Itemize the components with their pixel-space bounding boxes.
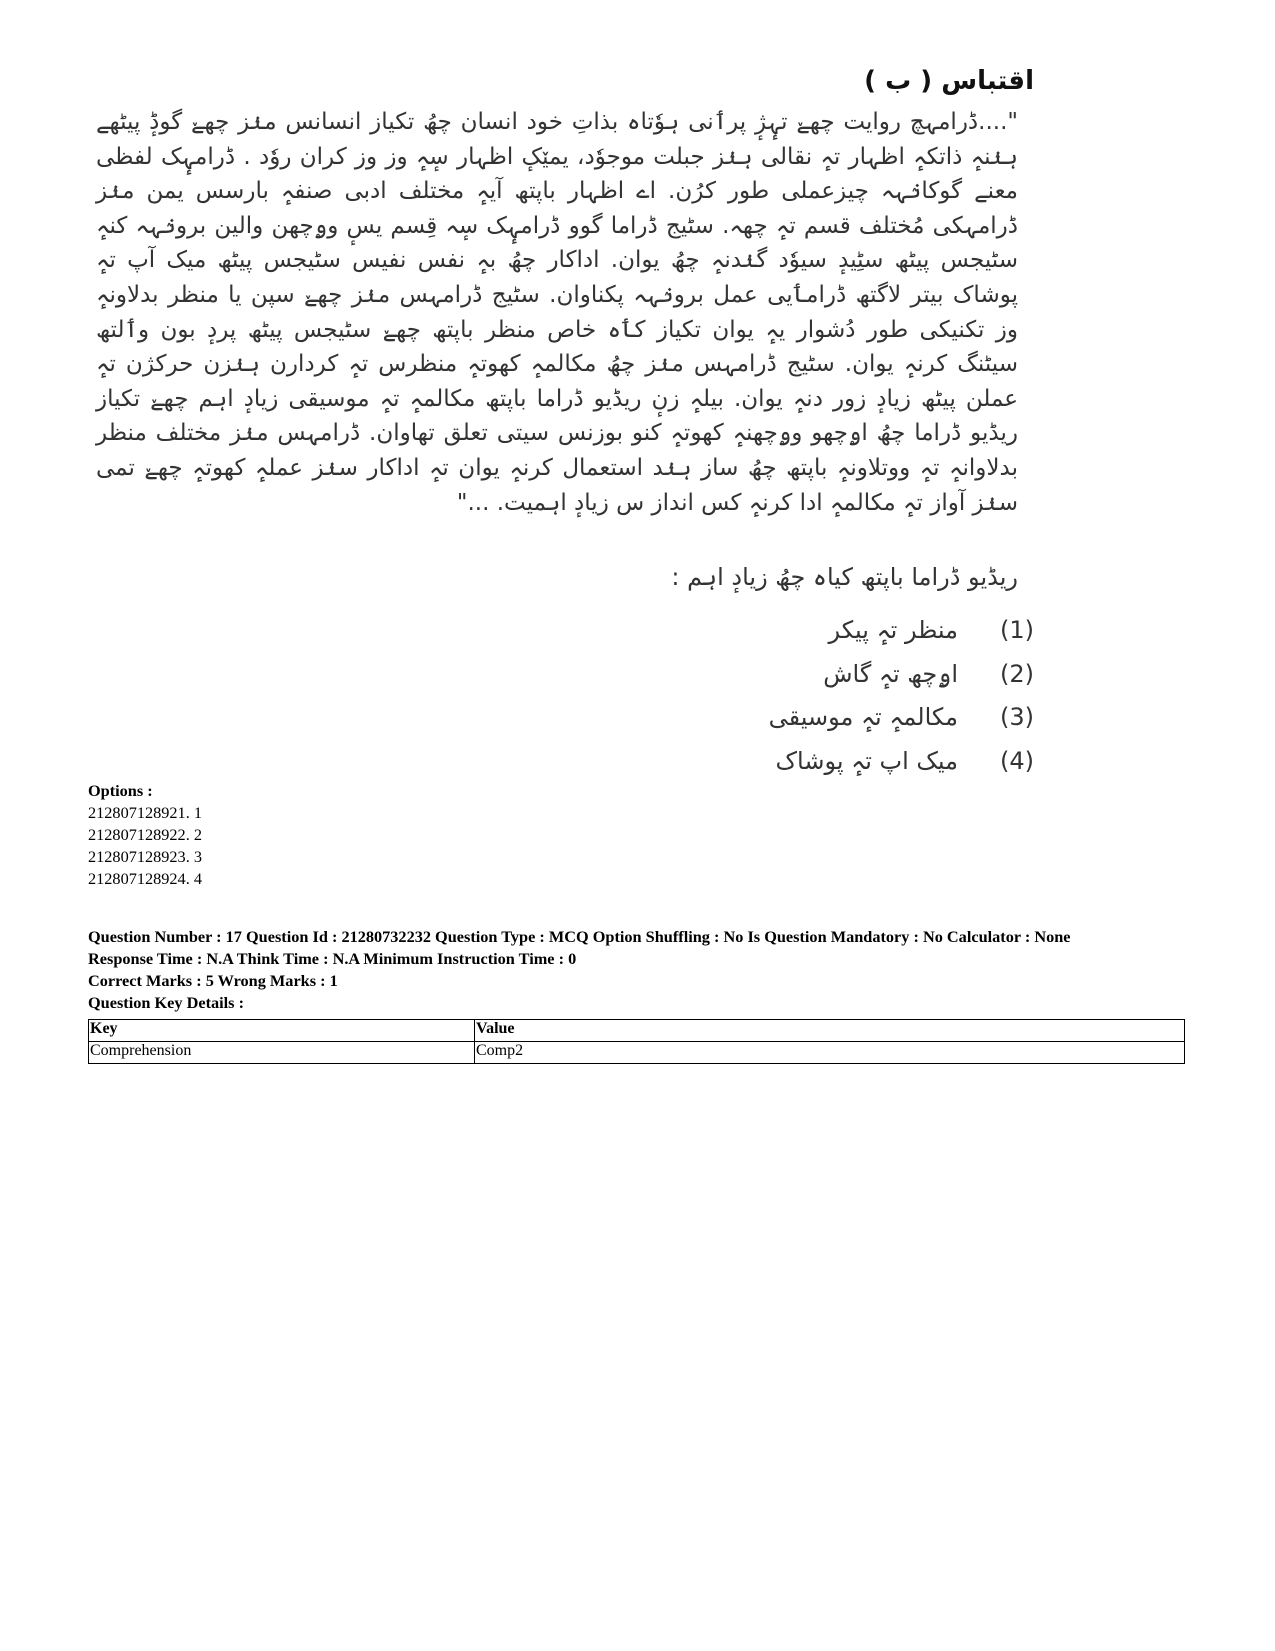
answer-text: مکالمہٕ تہٕ موسیقی — [768, 703, 958, 732]
answer-option-2 — [614, 652, 1034, 696]
table-cell: Comprehension — [89, 1042, 475, 1064]
answer-text: میک اپ تہٕ پوشاک — [775, 746, 958, 775]
answer-text: منظر تہٕ پیکر — [828, 615, 958, 644]
question-stem: ریڈیو ڈراما باپتھ کیاہ چھُ زیادٕ اہم : — [671, 563, 1018, 591]
answer-option-3 — [614, 695, 1034, 739]
option-item: 212807128922. 2 — [88, 825, 202, 844]
answer-option-1 — [614, 608, 1034, 652]
answer-number: (2) — [1000, 659, 1034, 688]
marks-line: Correct Marks : 5 Wrong Marks : 1 — [88, 971, 338, 990]
key-details-title: Question Key Details : — [88, 993, 245, 1012]
options-title: Options : — [88, 781, 153, 800]
question-info-line: Question Number : 17 Question Id : 21280732232 Question Type : MCQ Option Shuffling : No Is Question Mandatory : No Calculator : None — [88, 927, 1071, 946]
option-item: 212807128921. 1 — [88, 803, 202, 822]
question-info-line: Response Time : N.A Think Time : N.A Minimum Instruction Time : 0 — [88, 949, 577, 968]
answer-number: (1) — [1000, 615, 1034, 644]
options-block — [88, 780, 202, 890]
answer-number: (4) — [1000, 746, 1034, 775]
table-header-cell: Value — [475, 1020, 1185, 1042]
passage-body: "....ڈرامہچ روایت چھےٚ تہٕژٕ پرٲنی ہوٗتاہ بذاتِ خود انسان چھُ تکیاز انسانس منٛز چھےٚ گوڈٕ پیٹھے ہنٛنہٕ ذاتکہٕ اظہار تہٕ نقالی ہنٛز جبلت موجوٗد، یمێکٕ اظہار سٕہٕ وز وز کران روٗد . ڈرامہٕک لفظی معنے گوکانٛہہ چیزعملی طور کرُن. اے اظہار باپتھ آیہٕ مختلف ادبی صنفہٕ بارسس یمن منٛز ڈرامہکی مُختلف قسم تہٕ چھہ. سٹیج ڈراما گوو ڈرامہٕک سٕہ قِسم یسٕ وۄچھن والین برونٛہہ کنہٕ سٹیجس پیٹھ سٹِیدٕ سیوٗد گنٛدنہٕ چھُ یوان. اداکار چھُ بہٕ نفس نفیس سٹیجس پیٹھ میک آپ تہٕ پوشاک بیتر لاگتھ ڈرامٲیی عمل برونٛہہ پکناوان. سٹیج ڈرامہس منٛز چھےٚ سپن یا منظر بدلاونہٕ وز تکنیکی طور دُشوار یہٕ یوان تکیاز کٲہ خاص منظر باپتھ چھےٚ سٹیجس پیٹھ پردٕ بون وٲلتھ سیٹنگ کرنہٕ یوان. سٹیج ڈرامہس منٛز چھُ مکالمہٕ کھوتہٕ منظرس تہٕ کردارن ہنٛزن حرکژن تہٕ عملن پیٹھ زیادٕ زور دنہٕ یوان. بیلہٕ زنٕ ریڈیو ڈراما باپتھ مکالمہٕ تہٕ موسیقی زیادٕ اہم چھےٚ تکیاز ریڈیو ڈراما چھُ اۄچھو وۄچھنہٕ کھوتہٕ کنو بوزنس سیتی تعلق تھاوان. ڈرامہس منٛز مختلف منظر بدلاوانہٕ تہٕ ووتلاونہٕ باپتھ چھُ ساز ہنٛد استعمال کرنہٕ یوان تہٕ اداکار سنٛز عملہٕ کھوتہٕ چھےٚ تمی سنٛز آواز تہٕ مکالمہٕ ادا کرنہٕ کس انداز س زیادٕ اہمیت. ..." — [96, 109, 1018, 516]
question-info — [88, 926, 1188, 992]
passage-image — [88, 60, 1078, 780]
answer-text: اۄچھ تہٕ گاش — [823, 659, 958, 688]
table-cell: Comp2 — [475, 1042, 1185, 1064]
table-header-row — [89, 1020, 1185, 1042]
option-item: 212807128923. 3 — [88, 847, 202, 866]
answer-option-4 — [614, 739, 1034, 783]
table-row — [89, 1042, 1185, 1064]
table-header-cell: Key — [89, 1020, 475, 1042]
answer-list — [614, 608, 1034, 783]
answer-number: (3) — [1000, 703, 1034, 732]
option-item: 212807128924. 4 — [88, 869, 202, 888]
passage-heading: اقتباس ( ب ) — [864, 66, 1034, 96]
key-details-table — [88, 1019, 1185, 1064]
